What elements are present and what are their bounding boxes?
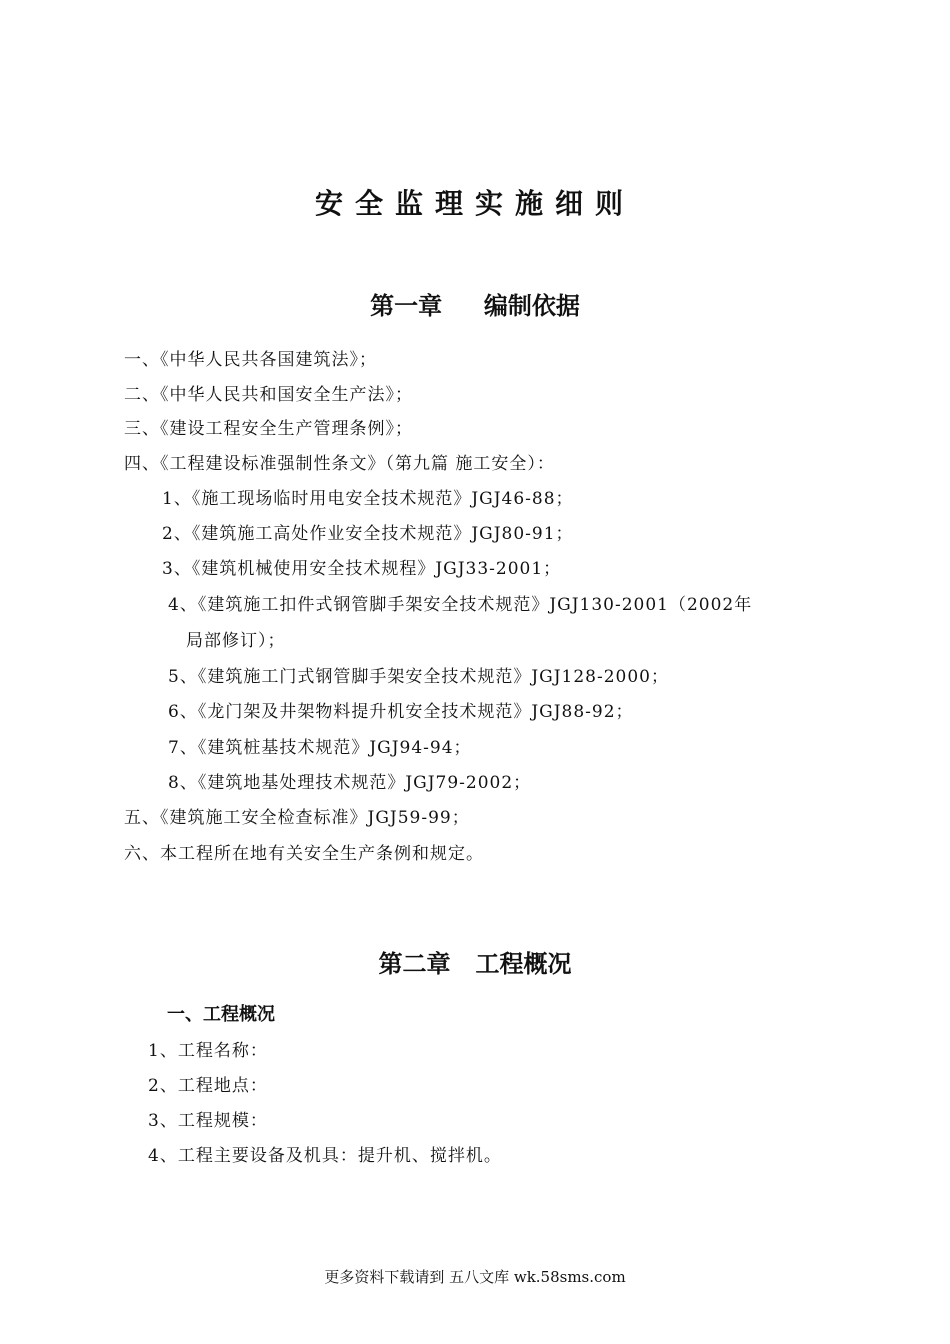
sub-list-item: 8、《建筑地基处理技术规范》JGJ79-2002； [168,773,532,793]
document-title: 安全监理实施细则 [314,187,635,220]
footer-text: 更多资料下载请到 五八文库 wk.58sms.com [324,1268,626,1286]
sub-list-item: 7、《建筑桩基技术规范》JGJ94-94； [168,738,472,758]
list-item: 五、《建筑施工安全检查标准》JGJ59-99； [124,808,470,828]
list-item: 二、《中华人民共和国安全生产法》； [124,385,413,405]
section-heading: 一、工程概况 [167,1004,275,1025]
list-item: 四、《工程建设标准强制性条文》（第九篇 施工安全）： [124,454,555,474]
chapter-1-title: 第一章 编制依据 [370,292,580,320]
sub-list-item: 5、《建筑施工门式钢管脚手架安全技术规范》JGJ128-2000； [168,667,669,687]
list-item: 三、《建设工程安全生产管理条例》； [124,419,413,439]
list-item: 3、工程规模： [148,1111,268,1131]
sub-list-item-continuation: 局部修订）； [186,631,286,651]
sub-list-item: 6、《龙门架及井架物料提升机安全技术规范》JGJ88-92； [168,702,634,722]
list-item: 六、本工程所在地有关安全生产条例和规定。 [124,844,484,864]
sub-list-item: 3、《建筑机械使用安全技术规程》JGJ33-2001； [162,559,562,579]
list-item: 2、工程地点： [148,1076,268,1096]
list-item: 4、工程主要设备及机具：提升机、搅拌机。 [148,1146,502,1166]
sub-list-item: 2、《建筑施工高处作业安全技术规范》JGJ80-91； [162,524,574,544]
list-item: 一、《中华人民共各国建筑法》； [124,350,377,370]
chapter-2-title: 第二章 工程概况 [378,950,572,978]
list-item: 1、工程名称： [148,1041,268,1061]
sub-list-item: 4、《建筑施工扣件式钢管脚手架安全技术规范》JGJ130-2001（2002年 [168,595,753,615]
sub-list-item: 1、《施工现场临时用电安全技术规范》JGJ46-88； [162,489,574,509]
